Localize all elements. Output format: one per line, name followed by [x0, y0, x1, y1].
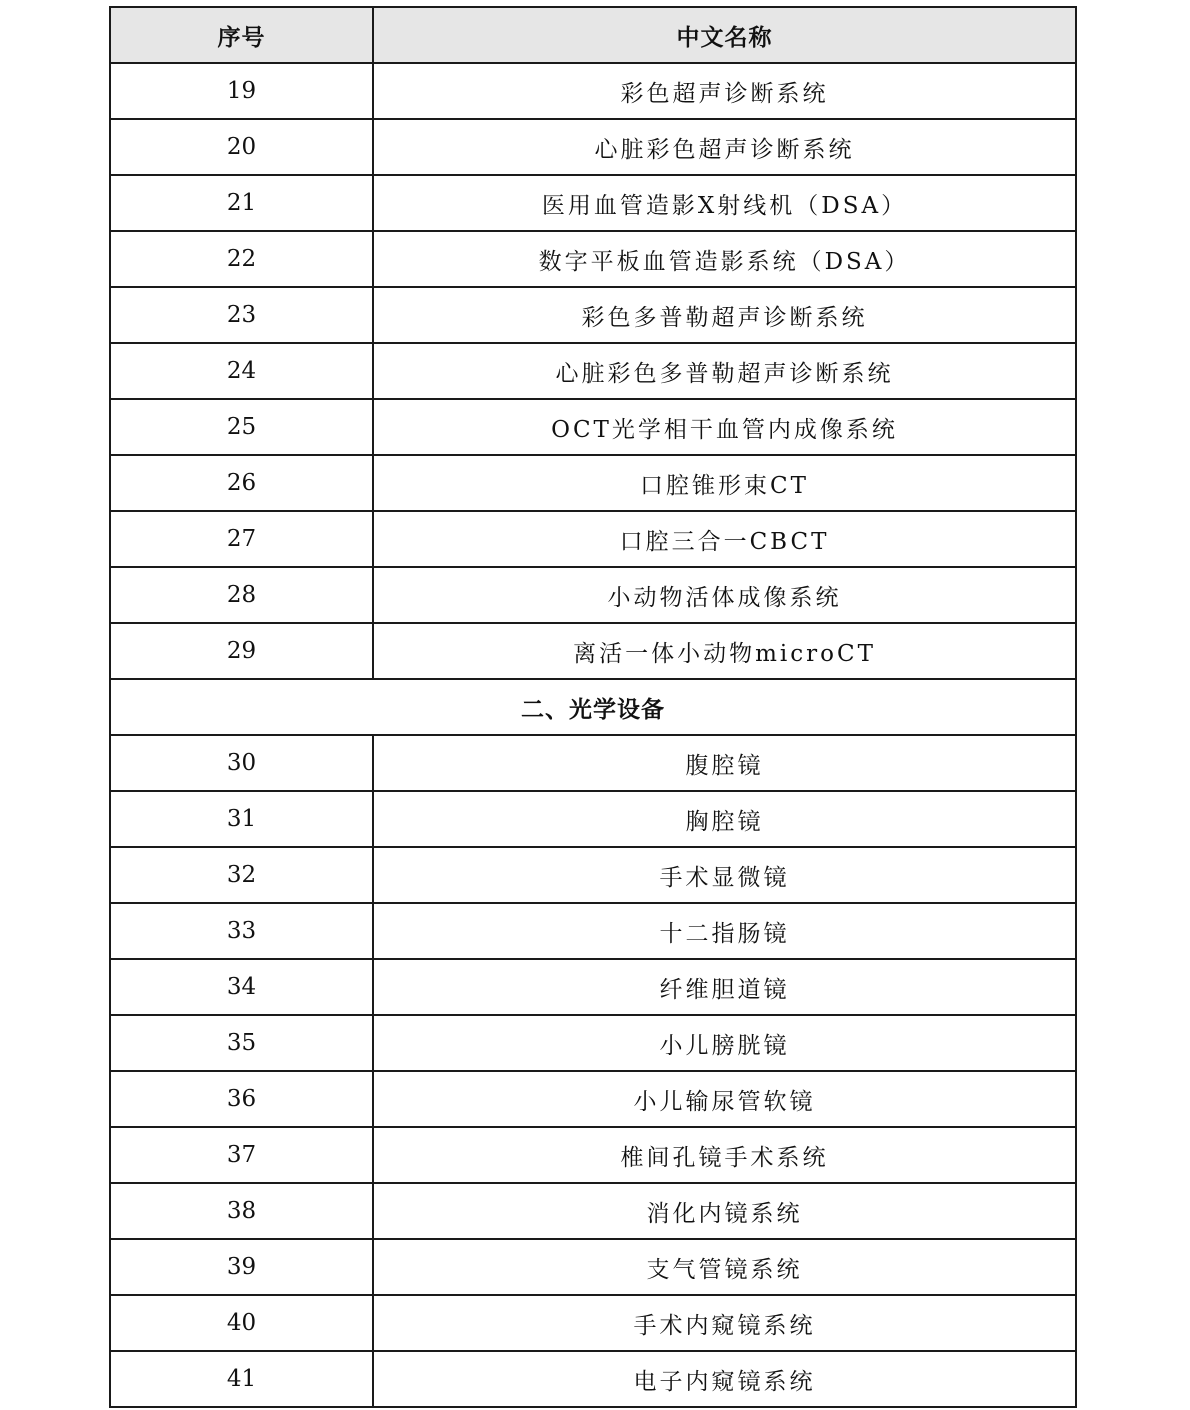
- table-row: [110, 567, 1076, 623]
- row-name: 消化内镜系统: [373, 1183, 1076, 1239]
- row-name: 小儿输尿管软镜: [373, 1071, 1076, 1127]
- table-row: [110, 735, 1076, 791]
- row-name: 胸腔镜: [373, 791, 1076, 847]
- section-title: 二、光学设备: [110, 679, 1076, 735]
- section-row: [110, 679, 1076, 735]
- row-number: 39: [110, 1239, 373, 1295]
- row-name: 口腔锥形束CT: [373, 455, 1076, 511]
- row-number: 33: [110, 903, 373, 959]
- row-number: 28: [110, 567, 373, 623]
- row-number: 35: [110, 1015, 373, 1071]
- row-name: 小儿膀胱镜: [373, 1015, 1076, 1071]
- row-number: 30: [110, 735, 373, 791]
- table-row: [110, 231, 1076, 287]
- row-name: 手术内窥镜系统: [373, 1295, 1076, 1351]
- row-number: 37: [110, 1127, 373, 1183]
- row-name: 心脏彩色多普勒超声诊断系统: [373, 343, 1076, 399]
- row-name: 口腔三合一CBCT: [373, 511, 1076, 567]
- table-row: [110, 287, 1076, 343]
- table-row: [110, 1183, 1076, 1239]
- table-row: [110, 1239, 1076, 1295]
- row-number: 41: [110, 1351, 373, 1407]
- row-number: 38: [110, 1183, 373, 1239]
- row-name: OCT光学相干血管内成像系统: [373, 399, 1076, 455]
- row-name: 电子内窥镜系统: [373, 1351, 1076, 1407]
- row-number: 32: [110, 847, 373, 903]
- table-row: [110, 959, 1076, 1015]
- header-row: [110, 7, 1076, 63]
- row-number: 31: [110, 791, 373, 847]
- table-row: [110, 63, 1076, 119]
- row-number: 26: [110, 455, 373, 511]
- table-row: [110, 1071, 1076, 1127]
- table-row: [110, 847, 1076, 903]
- row-name: 彩色多普勒超声诊断系统: [373, 287, 1076, 343]
- row-name: 数字平板血管造影系统（DSA）: [373, 231, 1076, 287]
- header-number: 序号: [110, 7, 373, 63]
- row-number: 22: [110, 231, 373, 287]
- table-row: [110, 175, 1076, 231]
- table-row: [110, 399, 1076, 455]
- table-row: [110, 623, 1076, 679]
- row-name: 离活一体小动物microCT: [373, 623, 1076, 679]
- table-row: [110, 511, 1076, 567]
- table-row: [110, 1295, 1076, 1351]
- row-number: 34: [110, 959, 373, 1015]
- row-number: 27: [110, 511, 373, 567]
- row-name: 十二指肠镜: [373, 903, 1076, 959]
- row-number: 19: [110, 63, 373, 119]
- table-row: [110, 1351, 1076, 1407]
- row-name: 医用血管造影X射线机（DSA）: [373, 175, 1076, 231]
- row-name: 纤维胆道镜: [373, 959, 1076, 1015]
- table-row: [110, 343, 1076, 399]
- table-row: [110, 903, 1076, 959]
- table-row: [110, 1015, 1076, 1071]
- row-name: 支气管镜系统: [373, 1239, 1076, 1295]
- row-name: 小动物活体成像系统: [373, 567, 1076, 623]
- row-number: 36: [110, 1071, 373, 1127]
- row-name: 手术显微镜: [373, 847, 1076, 903]
- row-number: 29: [110, 623, 373, 679]
- table-body: [110, 63, 1076, 1407]
- row-name: 腹腔镜: [373, 735, 1076, 791]
- row-number: 24: [110, 343, 373, 399]
- row-name: 心脏彩色超声诊断系统: [373, 119, 1076, 175]
- row-number: 40: [110, 1295, 373, 1351]
- equipment-table: [109, 6, 1077, 1408]
- row-name: 椎间孔镜手术系统: [373, 1127, 1076, 1183]
- header-name: 中文名称: [373, 7, 1076, 63]
- table-row: [110, 1127, 1076, 1183]
- table-header: [110, 7, 1076, 63]
- table-row: [110, 119, 1076, 175]
- table-row: [110, 455, 1076, 511]
- row-number: 20: [110, 119, 373, 175]
- row-number: 23: [110, 287, 373, 343]
- row-name: 彩色超声诊断系统: [373, 63, 1076, 119]
- row-number: 25: [110, 399, 373, 455]
- row-number: 21: [110, 175, 373, 231]
- table-row: [110, 791, 1076, 847]
